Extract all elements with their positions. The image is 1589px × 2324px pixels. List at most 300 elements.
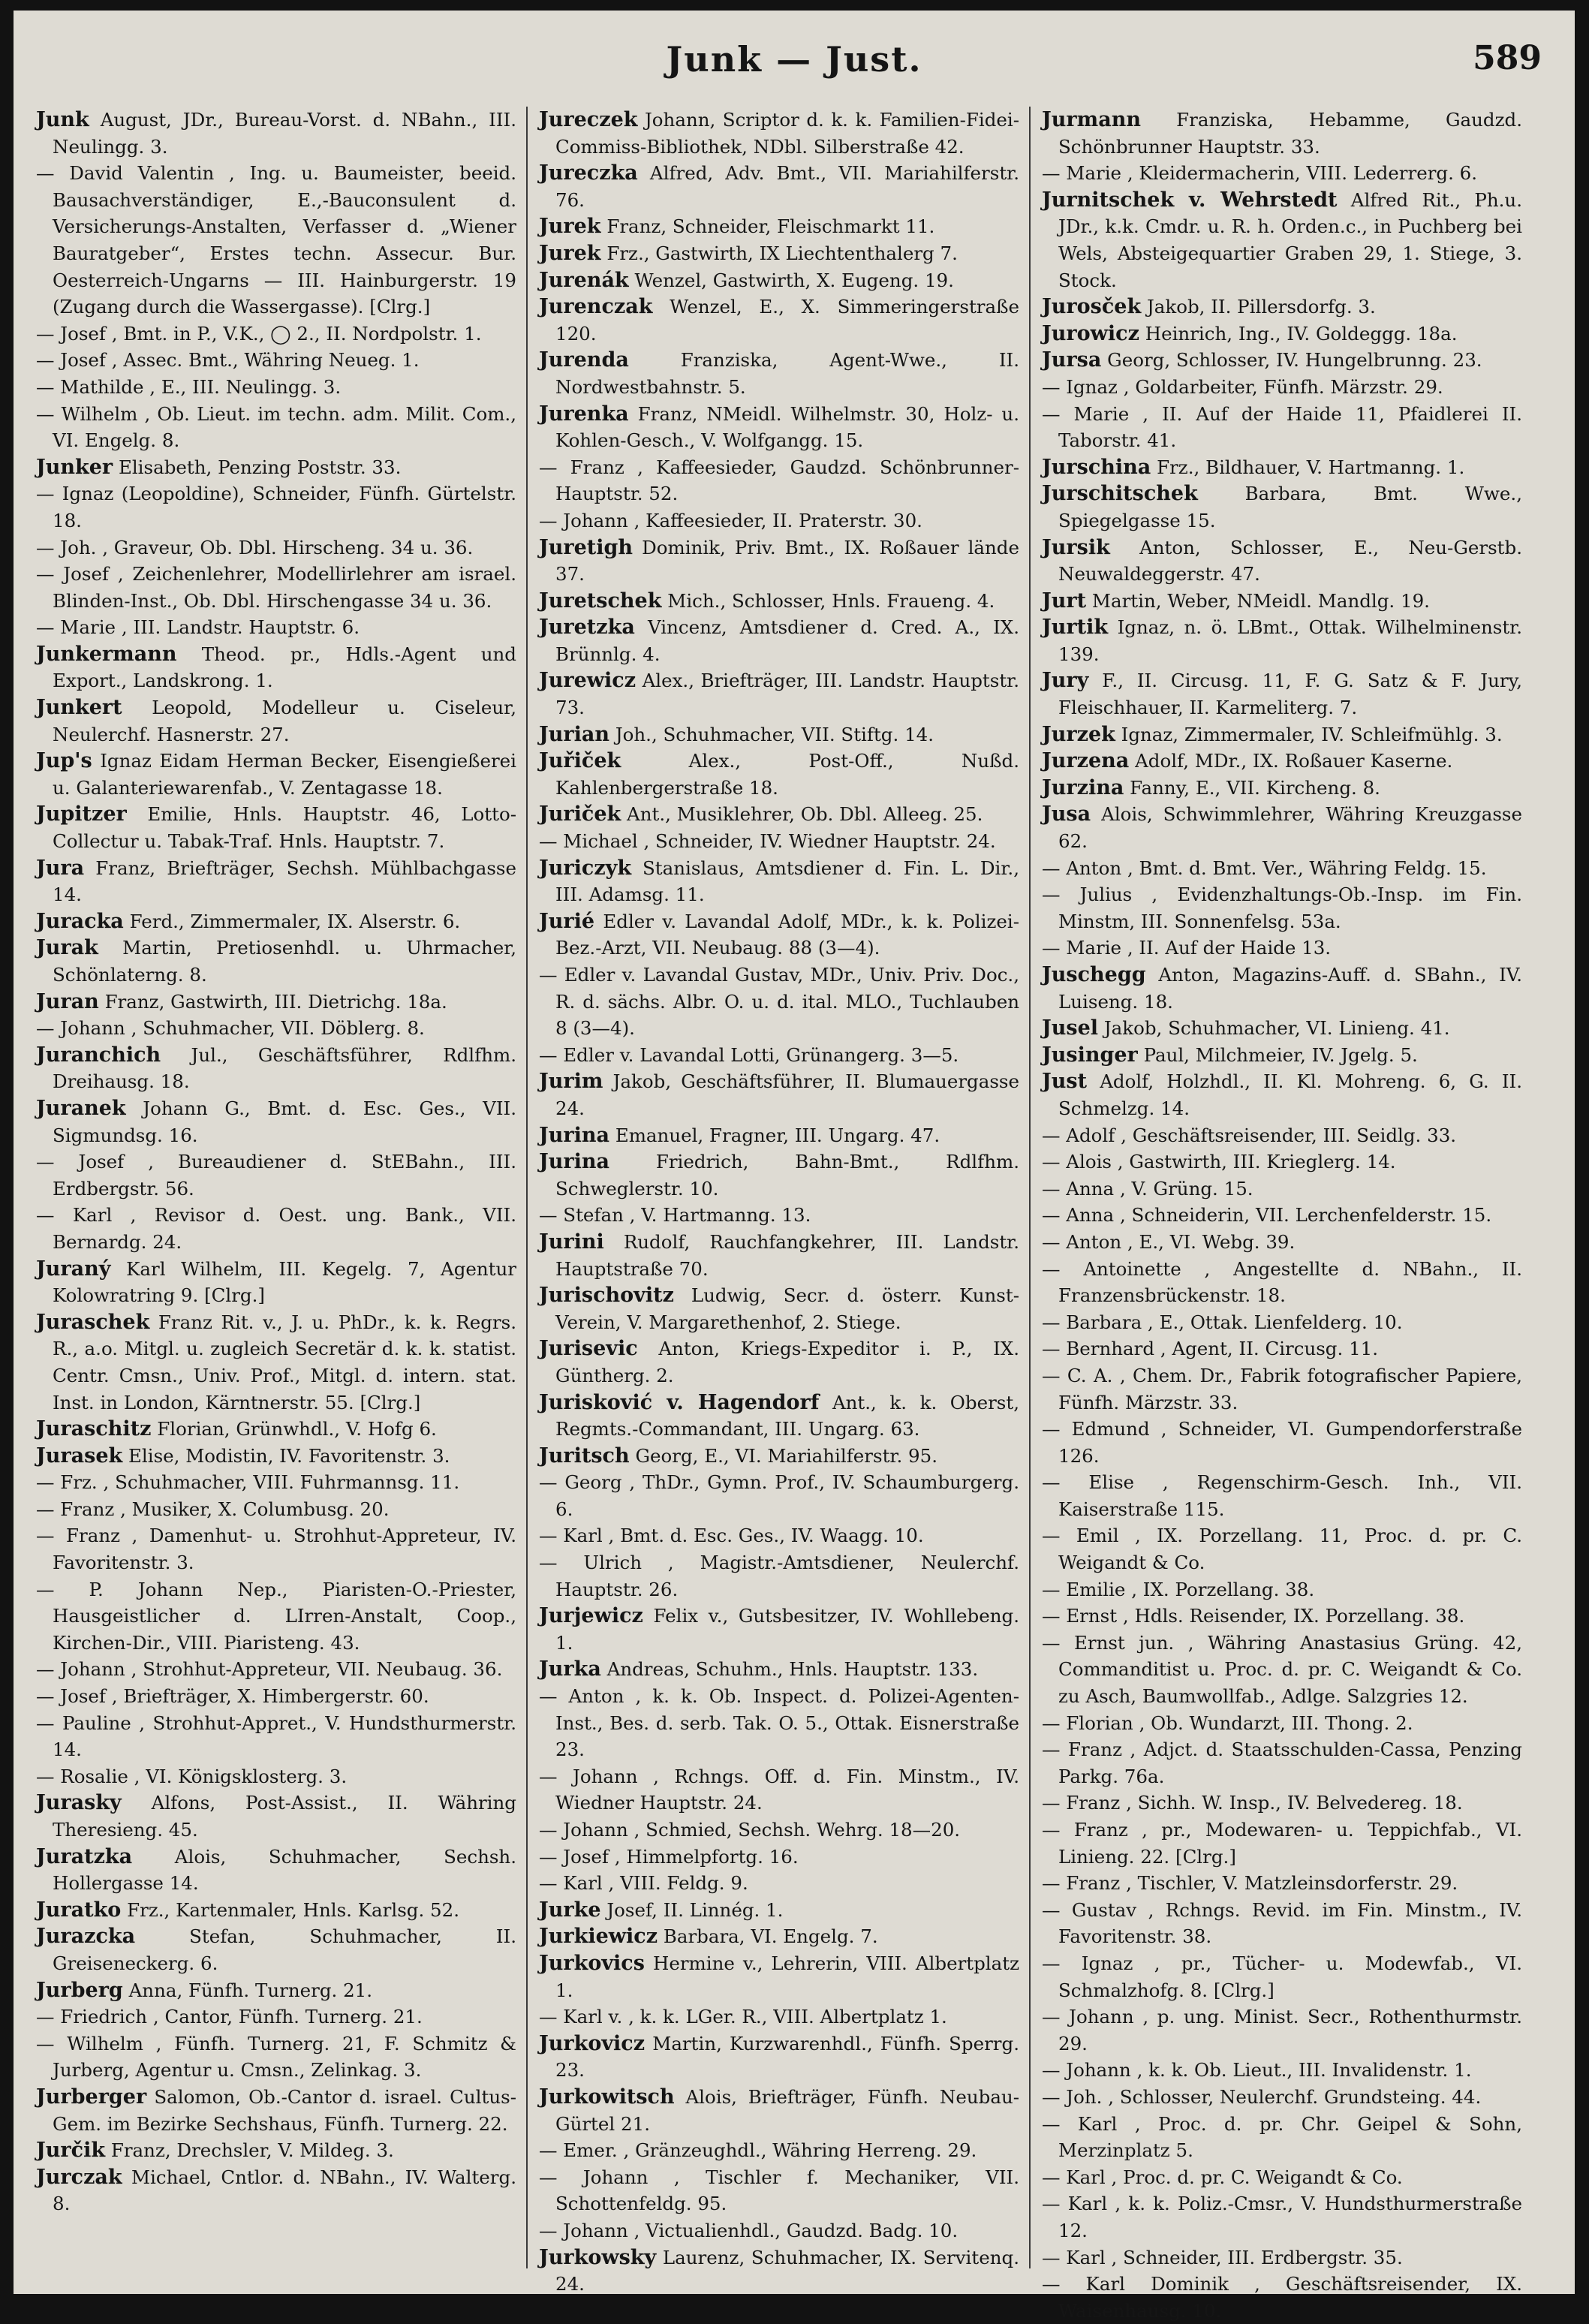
entry-name: Jurkovicz <box>539 2031 646 2055</box>
entry-name: Junker <box>36 455 113 479</box>
entry-details: Rudolf, Rauchfangkehrer, III. Landstr. Hauptstraße 70. <box>555 1230 1019 1280</box>
entry-name: — Friedrich <box>36 2006 148 2028</box>
directory-entry <box>36 989 516 1016</box>
entry-details: , Schneiderin, VII. Lerchenfelderstr. 15. <box>1119 1204 1492 1227</box>
column-right <box>1042 107 1523 2322</box>
entry-details: Joh., Schuhmacher, VII. Stiftg. 14. <box>615 723 934 745</box>
entry-name: — P. Johann <box>36 1578 203 1600</box>
entry-name: Jurke <box>539 1898 601 1922</box>
entry-name: Just <box>1042 1070 1088 1094</box>
entry-name: — Johann <box>1042 2006 1134 2028</box>
entry-details: Anton, Schlosser, E., Neu-Gerstb. Neuwaldeggerstr. 47. <box>1058 536 1522 586</box>
entry-name: Jurzena <box>1042 749 1130 773</box>
entry-name: — Anton <box>1042 1230 1122 1253</box>
directory-entry <box>539 2217 1019 2244</box>
directory-entry <box>539 2084 1019 2137</box>
entry-name: — Karl <box>1042 2193 1108 2215</box>
entry-details: , Schuhmacher, VII. Döblerg. 8. <box>131 1017 425 1040</box>
entry-details: , V. Hartmanng. 13. <box>629 1204 811 1227</box>
entry-details: , Magistr.-Amtsdiener, Neulerchf. Hauptstr. 26. <box>555 1552 1019 1600</box>
entry-name: — Marie <box>1042 402 1130 425</box>
page-number: 589 <box>1473 39 1542 77</box>
entry-name: — Florian <box>1042 1711 1133 1734</box>
directory-entry <box>36 454 516 481</box>
entry-details: Franz, Drechsler, V. Mildeg. 3. <box>110 2139 394 2162</box>
directory-entry <box>36 641 516 694</box>
entry-details: , E., III. Neulingg. 3. <box>149 375 342 398</box>
entry-name: — Ulrich <box>539 1552 642 1574</box>
column-divider <box>526 107 528 2268</box>
entry-details: Alex., Briefträger, III. Landstr. Hauptstr. 73. <box>555 670 1019 719</box>
directory-entry <box>36 1015 516 1042</box>
directory-entry <box>539 1042 1019 1069</box>
directory-entry <box>1042 775 1522 802</box>
entry-details: Salomon, Ob.-Cantor d. israel. Cultus-Gem. im Bezirke Sechshaus, Fünfh. Turnerg. 22. <box>53 2085 516 2135</box>
entry-name: Jurschitschek <box>1042 482 1198 506</box>
directory-entry <box>539 1603 1019 1656</box>
entry-name: Juraschek <box>36 1310 150 1334</box>
entry-details: , Tischler, V. Matzleinsdorferstr. 29. <box>1126 1872 1458 1895</box>
entry-details: Ludwig, Secr. d. österr. Kunst-Verein, V. Margarethenhof, 2. Stiege. <box>555 1284 1019 1333</box>
entry-name: Junk <box>36 108 89 131</box>
entry-details: Ignaz Eidam Herman Becker, Eisengießerei u. Galanteriewarenfab., V. Zentagasse 18. <box>53 750 516 799</box>
entry-name: — Georg <box>539 1471 622 1494</box>
entry-name: — Antoinette <box>1042 1257 1181 1280</box>
entry-name: Juraný <box>36 1257 111 1281</box>
entry-details: , Tischler f. Mechaniker, VII. Schottenfeldg. 95. <box>555 2166 1019 2215</box>
entry-name: — Franz <box>1042 1819 1128 1841</box>
entry-name: — Karl <box>36 1204 113 1227</box>
entry-name: Jurzina <box>1042 775 1124 799</box>
entry-details: F., II. Circusg. 11, F. G. Satz & F. Jury, Fleischhauer, II. Karmeliterg. 7. <box>1058 670 1522 719</box>
directory-entry <box>1042 2244 1522 2271</box>
entry-details: , p. ung. Minist. Secr., Rothenthurmstr. 29. <box>1058 2006 1522 2055</box>
entry-details: , Regenschirm-Gesch. Inh., VII. Kaiserstraße 115. <box>1058 1471 1522 1520</box>
directory-entry <box>539 107 1019 160</box>
entry-details: , II. Auf der Haide 11, Pfaidlerei II. Taborstr. 41. <box>1058 402 1522 452</box>
directory-entry <box>36 1977 516 2004</box>
entry-details: , III. Landstr. Hauptstr. 6. <box>121 616 360 639</box>
entry-name: — Johann <box>539 2219 628 2241</box>
entry-name: — Edler v. Lavandal <box>539 964 728 986</box>
entry-details: Franz, Schneider, Fleischmarkt 11. <box>606 215 935 238</box>
directory-entry <box>539 1389 1019 1443</box>
entry-details: Franz Rit. v., J. u. PhDr., k. k. Regrs. R., a.o. Mitgl. u. zugleich Secretär d. k. k. statist. Centr. Cmsn., Univ. Prof., Mitgl. d. intern. stat. Inst. in London, Kärntnerstr. 55. [Clrg.] <box>53 1311 516 1413</box>
directory-entry <box>36 2137 516 2164</box>
entry-details: , k. k. LGer. R., VIII. Albertplatz 1. <box>628 2006 947 2028</box>
directory-entry <box>539 534 1019 588</box>
directory-entry <box>1042 454 1522 481</box>
entry-name: Juriček <box>539 802 621 826</box>
entry-name: Jurini <box>539 1230 604 1254</box>
entry-details: , Proc. d. pr. Chr. Geipel & Sohn, Merzinplatz 5. <box>1058 2112 1522 2162</box>
directory-entry <box>1042 107 1522 160</box>
column-left <box>36 107 516 2268</box>
directory-entry <box>36 401 516 454</box>
entry-details: , Kaffeesieder, II. Praterstr. 30. <box>633 509 922 531</box>
entry-details: Stefan, Schuhmacher, II. Greiseneckerg. 6. <box>53 1925 516 1974</box>
directory-entry <box>1042 1256 1522 1309</box>
entry-details: Elisabeth, Penzing Poststr. 33. <box>118 456 402 478</box>
directory-entry <box>539 1229 1019 1282</box>
entry-details: , E., Ottak. Lienfelderg. 10. <box>1148 1311 1403 1333</box>
entry-name: Jurenák <box>539 268 629 292</box>
entry-name: — Karl <box>539 1525 603 1547</box>
directory-entry <box>539 1443 1019 1470</box>
entry-details: , Proc. d. pr. C. Weigandt & Co. <box>1111 2166 1403 2188</box>
entry-name: — Wilhelm <box>36 2032 143 2055</box>
entry-details: Gustav, MDr., Univ. Priv. Doc., R. d. sächs. Albr. O. u. d. ital. MLO., Tuchlauben 8 (3—4). <box>555 964 1019 1040</box>
directory-entry <box>539 507 1019 534</box>
entry-name: Jurian <box>539 722 610 746</box>
directory-entry <box>36 748 516 801</box>
entry-name: — Josef <box>36 1685 106 1708</box>
entry-details: Frz., Bildhauer, V. Hartmanng. 1. <box>1157 456 1465 478</box>
entry-details: , Strohhut-Appret., V. Hundsthurmerstr. 14. <box>53 1711 516 1761</box>
entry-details: Anton, Magazins-Auff. d. SBahn., IV. Luiseng. 18. <box>1058 964 1522 1013</box>
entry-name: Jurak <box>36 936 98 960</box>
entry-name: Jurasky <box>36 1791 122 1815</box>
directory-entry <box>539 1897 1019 1924</box>
directory-entry <box>1042 721 1522 748</box>
entry-details: Karl Wilhelm, III. Kegelg. 7, Agentur Kolowratring 9. [Clrg.] <box>53 1257 516 1307</box>
entry-name: — Johann <box>539 1819 628 1841</box>
entry-name: Jura <box>36 856 85 880</box>
entry-name: Juranek <box>36 1096 126 1120</box>
entry-name: Jurina <box>539 1123 610 1147</box>
entry-details: Emilie, Hnls. Hauptstr. 46, Lotto-Collectur u. Tabak-Traf. Hnls. Hauptstr. 7. <box>53 803 516 853</box>
directory-entry <box>1042 480 1522 534</box>
directory-entry <box>36 935 516 988</box>
entry-name: Jurina <box>539 1150 610 1174</box>
directory-entry <box>36 107 516 160</box>
entry-details: , Geschäftsreisender, III. Seidlg. 33. <box>1121 1124 1457 1146</box>
entry-details: Martin, Weber, NMeidl. Mandlg. 19. <box>1091 589 1430 612</box>
entry-name: Jurka <box>539 1657 601 1681</box>
directory-entry <box>539 1282 1019 1335</box>
directory-entry <box>36 374 516 401</box>
directory-entry <box>539 908 1019 962</box>
directory-entry <box>539 267 1019 294</box>
entry-details: , Währing Anastasius Grüng. 42, Commanditist u. Proc. d. pr. C. Weigandt & Co. zu Asch, Baumwollfab., Adlge. Salzgries 12. <box>1058 1631 1522 1708</box>
directory-entry <box>539 1469 1019 1522</box>
entry-name: Jurasek <box>36 1443 123 1468</box>
entry-name: Jurowicz <box>1042 321 1139 345</box>
directory-entry <box>1042 1897 1522 1950</box>
entry-name: — Josef <box>36 322 106 345</box>
entry-details: Georg, E., VI. Mariahilferstr. 95. <box>635 1444 937 1467</box>
directory-entry <box>1042 2271 1522 2324</box>
entry-name: Jurenczak <box>539 295 653 319</box>
entry-name: — Karl <box>1042 2112 1118 2135</box>
entry-details: , Schlosser, Neulerchf. Grundsteing. 44. <box>1108 2085 1482 2108</box>
directory-entry <box>36 1522 516 1576</box>
directory-entry <box>1042 187 1522 294</box>
entry-details: , Evidenzhaltungs-Ob.-Insp. im Fin. Minstm, III. Sonnenfelsg. 53a. <box>1058 884 1522 932</box>
entry-details: Alfons, Post-Assist., II. Währing Theresieng. 45. <box>53 1792 516 1841</box>
directory-entry <box>1042 1710 1522 1737</box>
directory-entry <box>36 2164 516 2217</box>
directory-entry <box>539 1549 1019 1603</box>
entry-details: Georg, Schlosser, IV. Hungelbrunng. 23. <box>1107 349 1482 372</box>
entry-details: , pr., Modewaren- u. Teppichfab., VI. Linieng. 22. [Clrg.] <box>1058 1819 1522 1868</box>
entry-details: Laurenz, Schuhmacher, IX. Servitenq. 24. <box>555 2246 1019 2295</box>
entry-details: Mich., Schlosser, Hnls. Fraueng. 4. <box>667 589 995 612</box>
directory-entry <box>1042 2164 1522 2191</box>
entry-details: , Rchngs. Revid. im Fin. Minstm., IV. Favoritenstr. 38. <box>1058 1898 1522 1948</box>
entry-name: — Ignaz <box>36 483 114 505</box>
directory-entry <box>1042 588 1522 615</box>
entry-details: Adolf, Holzhdl., II. Kl. Mohreng. 6, G. II. Schmelzg. 14. <box>1058 1070 1522 1119</box>
entry-details: , Kaffeesieder, Gaudzd. Schönbrunner-Hauptstr. 52. <box>555 456 1020 505</box>
entry-details: , Rchngs. Off. d. Fin. Minstm., IV. Wiedner Hauptstr. 24. <box>555 1765 1019 1814</box>
directory-entry <box>1042 801 1522 854</box>
entry-details: Fanny, E., VII. Kircheng. 8. <box>1130 776 1380 799</box>
entry-details: , II. Auf der Haide 13. <box>1127 937 1332 959</box>
entry-details: Franziska, Hebamme, Gaudzd. Schönbrunner Hauptstr. 33. <box>1058 109 1522 158</box>
entry-name: Jury <box>1042 669 1089 693</box>
directory-entry <box>1042 748 1522 775</box>
entry-name: — Karl <box>1042 2166 1106 2188</box>
entry-name: — Stefan <box>539 1204 624 1227</box>
directory-entry <box>539 1950 1019 2003</box>
entry-name: Jurjewicz <box>539 1604 643 1628</box>
entry-details: , Angestellte d. NBahn., II. Franzensbrückenstr. 18. <box>1058 1257 1522 1307</box>
entry-details: , Graveur, Ob. Dbl. Hirscheng. 34 u. 36. <box>102 536 474 558</box>
entry-name: — Marie <box>36 616 116 639</box>
directory-entry <box>539 294 1019 347</box>
entry-details: Theod. pr., Hdls.-Agent und Export., Landskrong. 1. <box>53 643 516 692</box>
page-title: Junk — Just. <box>666 39 922 80</box>
entry-name: — Johann <box>539 1765 638 1787</box>
entry-details: , Schmied, Sechsh. Wehrg. 18—20. <box>633 1819 961 1841</box>
directory-entry <box>1042 1817 1522 1870</box>
directory-entry <box>539 1817 1019 1844</box>
directory-entry <box>1042 1950 1522 2003</box>
entry-name: — Ignaz <box>1042 375 1118 398</box>
entry-details: Johann G., Bmt. d. Esc. Ges., VII. Sigmundsg. 16. <box>53 1097 516 1146</box>
directory-entry <box>36 801 516 854</box>
directory-entry <box>1042 1042 1522 1069</box>
directory-entry <box>1042 2111 1522 2164</box>
entry-name: Jusinger <box>1042 1043 1138 1067</box>
directory-entry <box>1042 1176 1522 1203</box>
directory-entry <box>36 614 516 641</box>
directory-entry <box>539 1068 1019 1121</box>
entry-name: — Julius <box>1042 884 1133 906</box>
entry-name: Jurzek <box>1042 722 1115 746</box>
directory-entry <box>1042 347 1522 374</box>
entry-details: Frz., Kartenmaler, Hnls. Karlsg. 52. <box>127 1898 460 1921</box>
entry-name: Junkert <box>36 696 122 720</box>
directory-entry <box>1042 962 1522 1015</box>
entry-name: Jurewicz <box>539 669 637 693</box>
directory-entry <box>36 160 516 321</box>
entry-details: Hermine v., Lehrerin, VIII. Albertplatz 1. <box>555 1952 1019 2001</box>
directory-entry <box>1042 1148 1522 1176</box>
entry-name: — Joh. <box>36 536 97 558</box>
directory-entry <box>1042 1068 1522 1121</box>
directory-entry <box>539 1763 1019 1817</box>
entry-details: Andreas, Schuhm., Hnls. Hauptstr. 133. <box>606 1658 979 1681</box>
directory-entry <box>36 1309 516 1416</box>
directory-entry <box>1042 1229 1522 1256</box>
entry-name: Junkermann <box>36 642 177 666</box>
directory-entry <box>1042 2003 1522 2057</box>
directory-entry <box>1042 855 1522 882</box>
directory-entry <box>539 667 1019 721</box>
directory-entry <box>1042 1202 1522 1229</box>
entry-name: — Karl v. <box>539 2006 623 2028</box>
entry-name: — Emer. <box>539 2139 618 2162</box>
entry-details: Frz., Gastwirth, IX Liechtenthalerg 7. <box>606 242 958 264</box>
directory-entry <box>539 1202 1019 1229</box>
directory-entry <box>1042 614 1522 667</box>
entry-details: Lotti, Grünangerg. 3—5. <box>730 1043 959 1066</box>
directory-entry <box>36 1042 516 1095</box>
entry-details: Alois, Schuhmacher, Sechsh. Hollergasse 14. <box>53 1845 516 1895</box>
entry-details: , Damenhut- u. Strohhut-Appreteur, IV. Favoritenstr. 3. <box>53 1525 516 1574</box>
entry-name: — Bernhard <box>1042 1338 1155 1360</box>
entry-name: Jureczek <box>539 108 638 131</box>
column-divider <box>1029 107 1031 2268</box>
directory-entry <box>36 1576 516 1657</box>
entry-details: Vincenz, Amtsdiener d. Cred. A., IX. Brünnlg. 4. <box>555 616 1019 665</box>
entry-details: Jul., Geschäftsführer, Rdlfhm. Dreihausg. 18. <box>53 1043 516 1093</box>
entry-details: Josef, II. Linnég. 1. <box>606 1898 784 1921</box>
entry-name: Jurié <box>539 909 595 933</box>
directory-entry <box>36 561 516 614</box>
entry-details: Felix v., Gutsbesitzer, IV. Wohllebeng. 1. <box>555 1605 1019 1654</box>
entry-name: Juratko <box>36 1898 122 1922</box>
entry-details: , Cantor, Fünfh. Turnerg. 21. <box>152 2006 423 2028</box>
directory-entry <box>539 1522 1019 1549</box>
entry-name: Jurisković v. Hagendorf <box>539 1390 820 1414</box>
entry-name: Juritsch <box>539 1443 630 1468</box>
directory-entry <box>1042 935 1522 962</box>
directory-entry <box>36 2030 516 2084</box>
entry-name: — Karl <box>539 1872 603 1895</box>
entry-name: — Ignaz <box>1042 1952 1133 1974</box>
directory-entry <box>36 1710 516 1763</box>
entry-name: — Franz <box>36 1498 115 1520</box>
entry-details: , Goldarbeiter, Fünfh. Märzstr. 29. <box>1123 375 1443 398</box>
entry-name: — Alois <box>1042 1151 1112 1173</box>
directory-entry <box>36 1656 516 1683</box>
entry-details: , Schneider, VI. Gumpendorferstraße 126. <box>1058 1418 1522 1467</box>
entry-name: Jurek <box>539 241 601 265</box>
entry-details: , Geschäftsreisender, IX. Waisenhausg. 10. <box>1058 2273 1522 2322</box>
entry-name: Jurenka <box>539 402 629 426</box>
entry-name: Jup's <box>36 749 92 773</box>
directory-entry <box>539 721 1019 748</box>
directory-entry <box>539 2164 1019 2217</box>
entry-name: — Barbara <box>1042 1311 1142 1333</box>
entry-details: , VIII. Feldg. 9. <box>608 1872 748 1895</box>
entry-details: , Gränzeughdl., Währing Herreng. 29. <box>623 2139 977 2162</box>
entry-name: Juschegg <box>1042 963 1146 986</box>
entry-name: — Edmund <box>1042 1418 1150 1440</box>
entry-details: Emanuel, Fragner, III. Ungarg. 47. <box>615 1124 940 1146</box>
directory-entry <box>1042 2084 1522 2111</box>
directory-entry <box>539 2244 1019 2298</box>
entry-details: , Assec. Bmt., Währing Neueg. 1. <box>111 349 420 372</box>
entry-details: , Strohhut-Appreteur, VII. Neubaug. 36. <box>131 1658 503 1681</box>
directory-entry <box>36 480 516 534</box>
directory-entry <box>36 1256 516 1309</box>
entry-details: Jakob, Schuhmacher, VI. Linieng. 41. <box>1103 1017 1450 1040</box>
entry-name: Jursik <box>1042 535 1110 559</box>
entry-details: Wenzel, E., X. Simmeringerstraße 120. <box>555 296 1019 345</box>
directory-entry <box>36 1897 516 1924</box>
entry-details: Edler v. Lavandal Adolf, MDr., k. k. Polizei-Bez.-Arzt, VII. Neubaug. 88 (3—4). <box>555 910 1019 959</box>
entry-name: Jurkovics <box>539 1951 645 1975</box>
entry-details: , V. Grüng. 15. <box>1119 1177 1253 1200</box>
entry-details: Anton, Kriegs-Expeditor i. P., IX. Güntherg. 2. <box>555 1338 1019 1386</box>
entry-name: Juřiček <box>539 749 621 773</box>
entry-details: Michael, Cntlor. d. NBahn., IV. Walterg. 8. <box>53 2166 516 2215</box>
entry-name: — Josef <box>36 349 106 372</box>
directory-entry <box>1042 374 1522 401</box>
entry-details: , Himmelpfortg. 16. <box>614 1845 799 1868</box>
entry-details: , Ob. Lieut. im techn. adm. Milit. Com., VI. Engelg. 8. <box>53 402 516 452</box>
directory-entry <box>1042 1870 1522 1897</box>
directory-entry <box>539 828 1019 855</box>
entry-name: — Gustav <box>1042 1898 1137 1921</box>
entry-details: , Gastwirth, III. Krieglerg. 14. <box>1117 1151 1396 1173</box>
entry-details: Heinrich, Ing., IV. Goldeggg. 18a. <box>1145 322 1458 345</box>
directory-entry <box>1042 294 1522 321</box>
entry-name: Jurczak <box>36 2165 122 2189</box>
entry-details: , Schuhmacher, VIII. Fuhrmannsg. 11. <box>103 1471 460 1494</box>
entry-details: Johann, Scriptor d. k. k. Familien-Fidei-Commiss-Bibliothek, NDbl. Silberstraße 42. <box>555 109 1019 158</box>
directory-entry <box>36 908 516 935</box>
entry-name: Jurkowsky <box>539 2245 657 2269</box>
entry-details: , E., VI. Webg. 39. <box>1127 1230 1296 1253</box>
entry-name: — Wilhelm <box>36 402 138 425</box>
entry-details: , Hdls. Reisender, IX. Porzellang. 38. <box>1122 1605 1465 1627</box>
directory-entry <box>36 1095 516 1148</box>
entry-details: Wenzel, Gastwirth, X. Eugeng. 19. <box>634 269 954 291</box>
directory-entry <box>539 240 1019 267</box>
directory-entry <box>36 1763 516 1790</box>
directory-entry <box>539 1683 1019 1763</box>
directory-entry <box>36 1923 516 1976</box>
entry-details: Franziska, Agent-Wwe., II. Nordwestbahnstr. 5. <box>555 349 1019 398</box>
directory-entry <box>539 588 1019 615</box>
directory-entry <box>1042 1736 1522 1790</box>
directory-entry <box>1042 2190 1522 2244</box>
entry-details: , Chem. Dr., Fabrik fotografischer Papiere, Fünfh. Märzstr. 33. <box>1058 1364 1523 1413</box>
entry-details: Franz, Briefträger, Sechsh. Mühlbachgasse 14. <box>53 856 516 906</box>
entry-details: , pr., Tücher- u. Modewfab., VI. Schmalzhofg. 8. [Clrg.] <box>1058 1952 1523 2001</box>
directory-entry <box>1042 667 1522 721</box>
directory-entry <box>539 1122 1019 1149</box>
entry-name: — Emilie <box>1042 1578 1126 1600</box>
directory-entry <box>36 1202 516 1255</box>
directory-entry <box>539 2137 1019 2164</box>
entry-name: — Anton <box>539 1685 624 1708</box>
entry-details: Dominik, Priv. Bmt., IX. Roßauer lände 37. <box>555 536 1019 586</box>
entry-details: , Sichh. W. Insp., IV. Belvedereg. 18. <box>1126 1792 1463 1814</box>
entry-name: — Adolf <box>1042 1124 1115 1146</box>
entry-name: — Johann <box>36 1658 125 1681</box>
entry-details: Franz, Gastwirth, III. Dietrichg. 18a. <box>104 990 447 1013</box>
entry-details: , k. k. Ob. Lieut., III. Invalidenstr. 1. <box>1136 2059 1472 2082</box>
entry-details: , Zeichenlehrer, Modellirlehrer am israel. Blinden-Inst., Ob. Dbl. Hirschengasse 34 u. 36. <box>53 563 517 612</box>
entry-details: Alfred, Adv. Bmt., VII. Mariahilferstr. 76. <box>555 162 1019 211</box>
entry-details: Barbara, Bmt. Wwe., Spiegelgasse 15. <box>1058 483 1522 531</box>
